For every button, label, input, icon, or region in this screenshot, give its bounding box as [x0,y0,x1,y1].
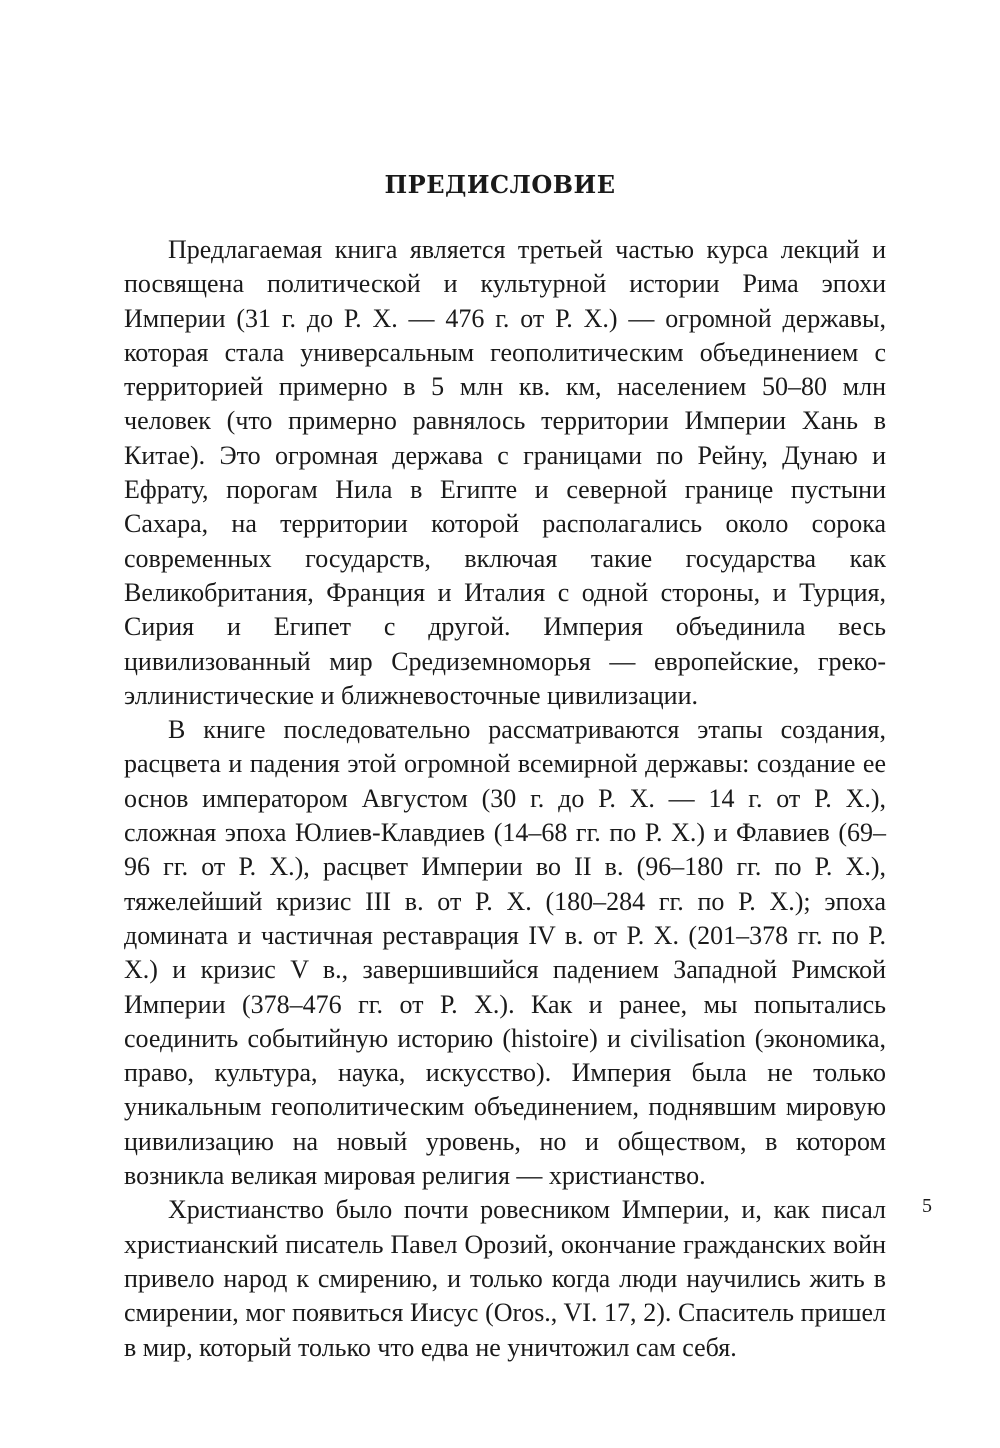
paragraph-3: Христианство было почти ровесником Империи, и, как писал христианский писатель Павел Орозий, окончание гражданских войн привело народ к смирению, и только когда люди научились жить в смирении, мог появиться Иисус (Oros., VI. 17, 2). Спаситель пришел в мир, который только что едва не уничтожил сам себя. [124,1195,886,1362]
paragraph-2: В книге последовательно рассматриваются этапы создания, расцвета и падения этой огромной всемирной державы: создание ее основ императором Августом (30 г. до Р. Х. — 14 г. от Р. Х.), сложная эпоха Юлиев-Клавдиев (14–68 гг. по Р. Х.) и Флавиев (69–96 гг. от Р. Х.), расцвет Империи во II в. (96–180 гг. по Р. Х.), тяжелейший кризис III в. от Р. Х. (180–284 гг. по Р. Х.); эпоха домината и частичная реставрация IV в. от Р. Х. (201–378 гг. по Р. Х.) и кризис V в., завершившийся падением Западной Римской Империи (378–476 гг. от Р. Х.). Как и ранее, мы попытались соединить событийную историю (histoire) и civilisation (экономика, право, культура, наука, искусство). Империя была не только уникальным геополитическим объединением, поднявшим мировую цивилизацию на новый уровень, но и обществом, в котором возникла великая мировая религия — христианство. [124,715,886,1191]
body-text [124,233,886,1365]
page-number: 5 [922,1195,932,1217]
paragraph-1: Предлагаемая книга является третьей частью курса лекций и посвящена политической и культурной истории Рима эпохи Империи (31 г. до Р. Х. — 476 г. от Р. Х.) — огромной державы, которая стала универсальным геополитическим объединением с территорией примерно в 5 млн кв. км, населением 50–80 млн человек (что примерно равнялось территории Империи Хань в Китае). Это огромная держава с границами по Рейну, Дунаю и Ефрату, порогам Нила в Египте и северной границе пустыни Сахара, на территории которой располагались около сорока современных государств, включая такие государства как Великобритания, Франция и Италия с одной стороны, и Турция, Сирия и Египет с другой. Империя объединила весь цивилизованный мир Средиземноморья — европейские, греко-эллинистические и ближневосточные цивилизации. [124,235,886,710]
page-title: ПРЕДИСЛОВИЕ [384,170,616,199]
